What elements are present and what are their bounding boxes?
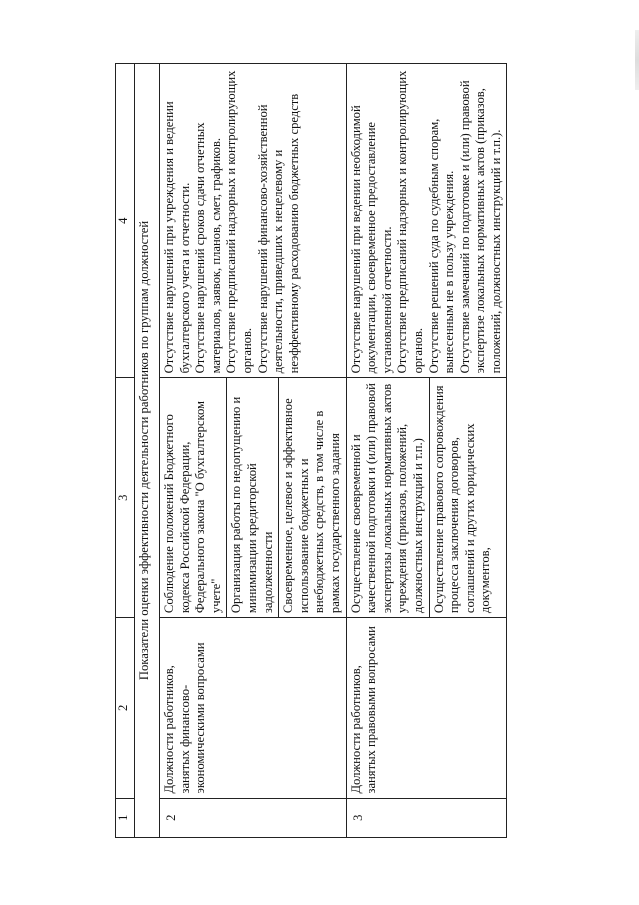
position-group: Должности работников, занятых правовыми вопросами bbox=[346, 618, 507, 798]
criterion-item: Отсутствие нарушений при учреждения и ведении бухгалтерского учета и отчетности. bbox=[162, 101, 192, 374]
row-number: 2 bbox=[160, 798, 347, 837]
header-col-3: 3 bbox=[116, 378, 135, 618]
indicator-item: Своевременное, целевое и эффективное использование бюджетных и внебюджетных средств, в том числе в рамках государственного задания bbox=[281, 398, 342, 614]
criterion-item: Отсутствие нарушений финансово-хозяйственной деятельности, приведших к нецелевому и неэффективному расходованию бюджетных средств bbox=[255, 93, 301, 374]
criteria-cell bbox=[160, 64, 347, 378]
indicator-item: Осуществление правового сопровождения процесса заключения договоров, соглашений и других юридических документов, bbox=[431, 385, 493, 614]
indicator-item: Организация работы по недопущению и минимизации кредиторской задолженности bbox=[227, 378, 279, 617]
criterion-item: Отсутствие предписаний надзорных и контролирующих органов. bbox=[395, 70, 425, 374]
header-col-1: 1 bbox=[116, 798, 135, 837]
table-row bbox=[160, 64, 347, 838]
criterion-item: Отсутствие предписаний надзорных и контролирующих органов. bbox=[224, 70, 254, 374]
efficiency-indicators-table bbox=[115, 63, 507, 838]
criterion-item: Отсутствие нарушений сроков сдачи отчетных материалов, заявок, планов, смет, графиков. bbox=[193, 122, 223, 374]
scan-edge-mark bbox=[635, 30, 639, 90]
indicators-cell bbox=[160, 378, 347, 618]
header-col-4: 4 bbox=[116, 64, 135, 378]
criterion-item: Отсутствие замечаний по подготовке и (или) правовой экспертизе локальных нормативных актов (приказов, положений, должностных инструкций и т.п.). bbox=[457, 80, 503, 374]
rotated-table-container bbox=[115, 63, 625, 838]
section-row bbox=[135, 64, 160, 838]
criteria-cell bbox=[346, 64, 507, 378]
criterion-item: Отсутствие решений суда по судебным спорам, вынесенным не в пользу учреждения. bbox=[426, 118, 457, 374]
indicator-item: Соблюдение положений Бюджетного кодекса Российской Федерации, Федерального закона "О бухгалтерском учете" bbox=[160, 378, 227, 617]
header-row bbox=[116, 64, 135, 838]
section-title: Показатели оценки эффективности деятельности работников по группам должностей bbox=[135, 64, 160, 838]
row-number: 3 bbox=[346, 798, 507, 837]
position-group: Должности работников, занятых финансово-экономическими вопросами bbox=[160, 618, 347, 798]
indicators-cell bbox=[346, 378, 507, 618]
table-row bbox=[346, 64, 507, 838]
criterion-item: Отсутствие нарушений при ведении необходимой документации, своевременное предоставление установленной отчетности. bbox=[348, 105, 394, 374]
indicator-item: Осуществление своевременной и качественной подготовки и (или) правовой экспертизы локальных нормативных актов учреждения (приказов, положений, должностных инструкций и т.п.) bbox=[347, 378, 430, 617]
header-col-2: 2 bbox=[116, 618, 135, 798]
